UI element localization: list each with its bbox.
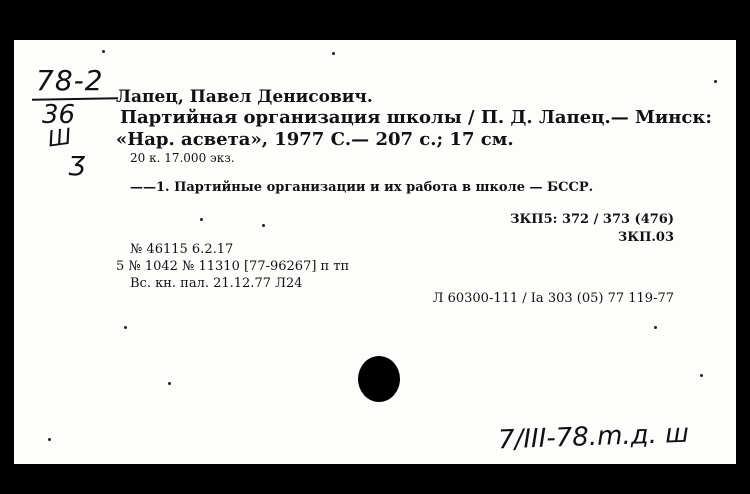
classification-number: 78-2 <box>36 64 104 97</box>
inventory-note: 7/III-78.m.д. ш <box>497 418 690 456</box>
handwritten-mark: Ʒ <box>68 152 86 182</box>
classification-index-2: ЗКП.03 <box>617 230 674 245</box>
speck <box>168 382 171 385</box>
registration-line-3: Вс. кн. пал. 21.12.77 Л24 <box>130 276 303 291</box>
imprint-line: «Нар. асвета», 1977 С.— 207 с.; 17 см. <box>116 129 514 150</box>
speck <box>124 326 127 329</box>
speck <box>714 80 717 83</box>
author-mark: 36 <box>42 100 76 130</box>
author-heading: Лапец, Павел Денисович. <box>116 87 373 107</box>
speck <box>102 50 105 53</box>
classification-index-1: ЗКП5: 372 / 373 (476) <box>510 212 674 227</box>
price-line: 20 к. 17.000 экз. <box>130 151 235 165</box>
speck <box>332 52 335 55</box>
punch-hole <box>358 356 400 402</box>
speck <box>700 374 703 377</box>
speck <box>262 224 265 227</box>
subject-line: ——1. Партийные организации и их работа в школе — БССР. <box>130 180 594 195</box>
catalog-card <box>14 40 736 464</box>
speck <box>48 438 51 441</box>
speck <box>654 326 657 329</box>
publisher-code-line: Л 60300-111 / Ia 303 (05) 77 119-77 <box>432 291 674 306</box>
author-mark-sub: Ш <box>46 124 74 153</box>
title-line: Партийная организация школы / П. Д. Лапец.— Минск: <box>120 107 713 128</box>
registration-line-2: 5 № 1042 № 11310 [77-96267] п тп <box>116 259 350 274</box>
speck <box>200 218 203 221</box>
registration-line-1: № 46115 6.2.17 <box>130 242 234 257</box>
